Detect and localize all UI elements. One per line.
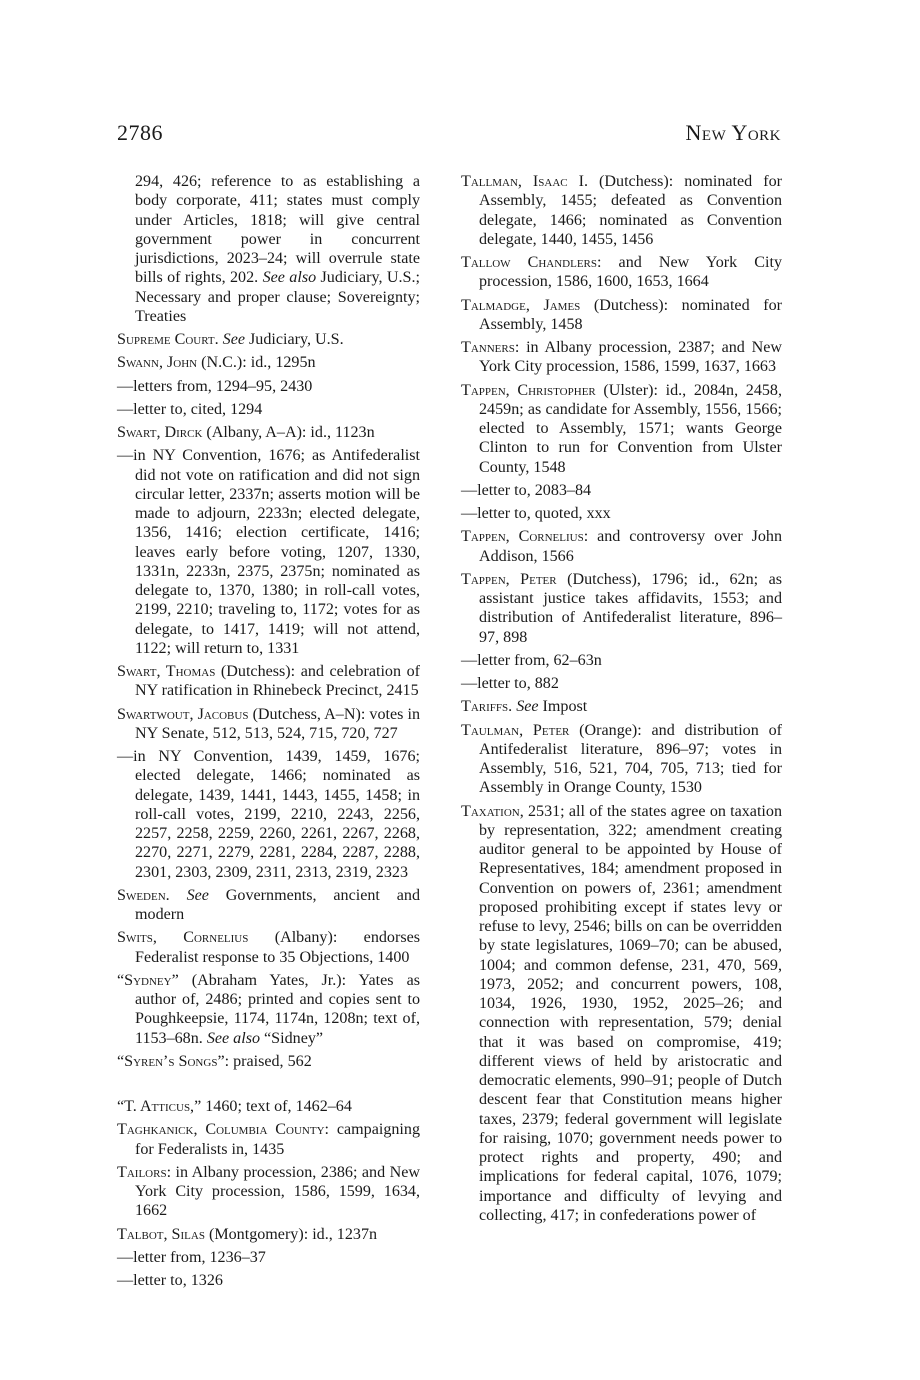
index-subentry: —in NY Convention, 1676; as Antifederalist did not vote on ratification and did not sign circular letter, 2337n; asserts motion will be made to adjourn, 2233n; elected delegate, 1356, 1416; election certificate, 1416; leaves early before voting, 1207, 1330, 1331n, 2233n, 2375, 2375n; nominated as delegate to, 1370, 1380; in roll-call votes, 2199, 2210; traveling to, 1172; votes for as delegate, to 1417, 1419; will not attend, 1122; will return to, 1331 — [117, 447, 420, 657]
index-headword: Swartwout, Jacobus — [117, 705, 249, 723]
index-subentry: —letter from, 1236–37 — [117, 1248, 266, 1266]
index-subentry: —letter to, quoted, xxx — [461, 505, 611, 522]
index-headword: Tallow Chandlers — [461, 254, 598, 271]
index-entry: Tariffs. See Impost — [461, 698, 588, 716]
letter-section-gap — [117, 1075, 420, 1097]
index-subentry: —letter to, 882 — [461, 675, 559, 692]
index-entry: Tappen, Peter (Dutchess), 1796; id., 62n; as assistant justice takes affidavits, 1553; and distribution of Antifederalist literature, 896–97, 898 — [461, 570, 782, 646]
index-subentry: —letter to, 2083–84 — [461, 481, 592, 499]
index-headword: Tallman, Isaac I. — [461, 173, 589, 190]
index-entry: Sweden. See Governments, ancient and modern — [117, 886, 420, 923]
index-entry: Tallman, Isaac I. (Dutchess): nominated for Assembly, 1455; defeated as Convention delegate, 1466; nominated as Convention delegate, 1440, 1455, 1456 — [461, 173, 782, 248]
index-headword: Swart, Thomas — [117, 663, 216, 680]
index-headword: “Sydney” — [117, 971, 179, 989]
index-headword: “T. Atticus,” — [117, 1098, 202, 1115]
index-subentry: —in NY Convention, 1439, 1459, 1676; elected delegate, 1466; nominated as delegate, 1439, 1441, 1443, 1455, 1458; in roll-call votes, 2199, 2210, 2243, 2256, 2257, 2258, 2259, 2260, 2261, 2267, 2268, 2270, 2271, 2279, 2281, 2284, 2287, 2288, 2301, 2303, 2309, 2311, 2313, 2319, 2323 — [117, 748, 420, 881]
index-headword: Taxation — [461, 802, 520, 820]
index-entry: Talbot, Silas (Montgomery): id., 1237n — [117, 1225, 378, 1243]
index-entry: Taxation, 2531; all of the states agree on taxation by representation, 322; amendment creating auditor general to be appointed by House of Representatives, 184; amendment proposed in Convention on powers of, 2361; amendment proposed prohibiting except if states levy or refuse to levy, 2546; bills on can be overridden by state legislatures, 1069–70; can be abused, 1004; and common defense, 231, 470, 569, 1973, 2052; and concurrent powers, 108, 1034, 1926, 1930, 1952, 2025–26; and connection with representation, 579; denial that it was based on compromise, 419; different views of held by aristocratic and democratic elements, 990–91; people of Dutch descent fear that Constitution means higher taxes, 2379; federal government will legislate for raising, 1070; government needs power to protect rights and property, 490; and implications for federal capital, 1076, 1079; importance and difficulty of levying and collecting, 417; in confederations power of — [461, 802, 782, 1224]
index-headword: Swits, Cornelius — [117, 929, 249, 947]
index-headword: Tappen, Peter — [461, 570, 557, 588]
index-subentry: —letter to, 1326 — [117, 1272, 223, 1289]
index-entry: Tanners: in Albany procession, 2387; and New York City procession, 1586, 1599, 1637, 1663 — [461, 339, 782, 376]
index-headword: Tariffs. — [461, 698, 513, 716]
index-headword: Tappen, Cornelius — [461, 528, 584, 546]
index-subentry: —letter from, 62–63n — [461, 651, 602, 669]
index-entry: “Sydney” (Abraham Yates, Jr.): Yates as author of, 2486; printed and copies sent to Poughkeepsie, 1174, 1174n, 1208n; text of, 1153–68n. See also “Sidney” — [117, 971, 420, 1047]
index-column-left — [117, 172, 420, 1294]
index-entry: Swann, John (N.C.): id., 1295n — [117, 354, 316, 372]
index-subentry: —letters from, 1294–95, 2430 — [117, 377, 313, 395]
index-entry: Supreme Court. See Judiciary, U.S. — [117, 331, 344, 348]
index-entry: “Syren’s Songs”: praised, 562 — [117, 1052, 312, 1070]
index-headword: Swann, John — [117, 354, 198, 372]
index-subentry: —letter to, cited, 1294 — [117, 400, 263, 418]
index-entry: Swartwout, Jacobus (Dutchess, A–N): votes in NY Senate, 512, 513, 524, 715, 720, 727 — [117, 705, 420, 742]
page-header — [117, 120, 781, 150]
index-entry: Tailors: in Albany procession, 2386; and New York City procession, 1586, 1599, 1634, 1662 — [117, 1163, 420, 1220]
index-headword: Sweden. — [117, 886, 170, 904]
index-headword: Taulman, Peter — [461, 721, 570, 739]
index-headword: Tappen, Christopher — [461, 381, 596, 399]
page-number: 2786 — [117, 120, 163, 145]
index-headword: Tailors — [117, 1163, 167, 1181]
index-headword: Swart, Dirck — [117, 424, 203, 441]
index-headword: Supreme Court. — [117, 331, 219, 348]
index-entry: Tallow Chandlers: and New York City procession, 1586, 1600, 1653, 1664 — [461, 254, 782, 291]
index-headword: Taghkanick, Columbia County — [117, 1121, 325, 1139]
index-entry: Talmadge, James (Dutchess): nominated for Assembly, 1458 — [461, 296, 782, 333]
index-entry: 294, 426; reference to as establishing a body corporate, 411; states must comply under Articles, 1818; will give central government power in concurrent jurisdictions, 2023–24; will overrule state bills of rights, 202. See also Judiciary, U.S.; Necessary and proper clause; Sovereignty; Treaties — [135, 173, 420, 325]
index-entry: Swits, Cornelius (Albany): endorses Federalist response to 35 Objections, 1400 — [117, 929, 420, 966]
index-entry: Tappen, Cornelius: and controversy over John Addison, 1566 — [461, 528, 782, 565]
index-entry: Taulman, Peter (Orange): and distribution of Antifederalist literature, 896–97; votes in Assembly, 516, 521, 704, 705, 713; tied for Assembly in Orange County, 1530 — [461, 721, 782, 797]
index-entry: Swart, Thomas (Dutchess): and celebration of NY ratification in Rhinebeck Precinct, 2415 — [117, 663, 420, 700]
index-column-right — [461, 172, 782, 1229]
index-headword: Talmadge, James — [461, 296, 581, 314]
running-head: New York — [685, 120, 781, 145]
index-headword: “Syren’s Songs” — [117, 1052, 225, 1070]
index-headword: Tanners — [461, 339, 515, 356]
index-entry: Taghkanick, Columbia County: campaigning for Federalists in, 1435 — [117, 1121, 420, 1158]
index-entry: Swart, Dirck (Albany, A–A): id., 1123n — [117, 424, 375, 441]
index-headword: Talbot, Silas — [117, 1225, 205, 1243]
index-entry: “T. Atticus,” 1460; text of, 1462–64 — [117, 1098, 352, 1115]
index-entry: Tappen, Christopher (Ulster): id., 2084n, 2458, 2459n; as candidate for Assembly, 1556, 1566; elected to Assembly, 1571; wants George Clinton to run for Convention from Ulster County, 1548 — [461, 381, 782, 476]
